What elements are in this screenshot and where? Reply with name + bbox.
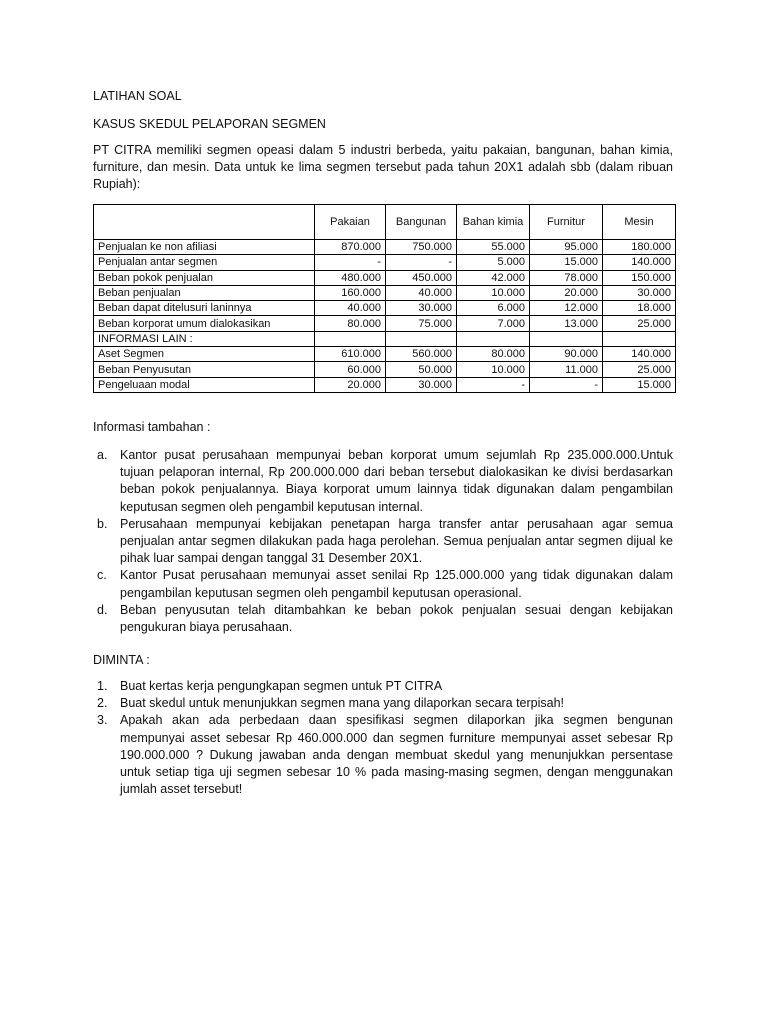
row-label-cell: Penjualan antar segmen <box>94 255 315 270</box>
task-item <box>93 695 673 712</box>
value-cell <box>457 331 530 346</box>
row-label-cell: Beban pokok penjualan <box>94 270 315 285</box>
table-row <box>94 270 676 285</box>
doc-subtitle: KASUS SKEDUL PELAPORAN SEGMEN <box>93 117 326 131</box>
value-cell: 610.000 <box>315 347 386 362</box>
list-text: Beban penyusutan telah ditambahkan ke beban pokok penjualan sesuai dengan kebijakan pengukuran biaya perusahaan. <box>120 602 673 635</box>
value-cell: 80.000 <box>457 347 530 362</box>
doc-title: LATIHAN SOAL <box>93 89 182 103</box>
table-header-cell: Pakaian <box>315 205 386 240</box>
row-label-cell: Beban korporat umum dialokasikan <box>94 316 315 331</box>
list-text: Buat kertas kerja pengungkapan segmen untuk PT CITRA <box>120 679 443 693</box>
info-item <box>93 602 673 636</box>
table-row <box>94 301 676 316</box>
table-row <box>94 316 676 331</box>
value-cell <box>603 331 676 346</box>
value-cell: 30.000 <box>386 301 457 316</box>
table-header-cell: Furnitur <box>530 205 603 240</box>
value-cell: 18.000 <box>603 301 676 316</box>
table-row <box>94 331 676 346</box>
list-text: Kantor pusat perusahaan mempunyai beban korporat umum sejumlah Rp 235.000.000.Untuk tujuan pelaporan internal, Rp 200.000.000 dari beban tersebut dialokasikan ke divisi berdasarkan beban pokok penjualannya. Biaya korporat umum lainnya tidak digunakan dalam pengambilan keputusan segmen oleh pengambil keputusan internal. <box>120 448 673 514</box>
value-cell: 140.000 <box>603 255 676 270</box>
list-text: Apakah akan ada perbedaan daan spesifikasi segmen dilaporkan jika segmen bengunan mempunyai asset sebesar Rp 460.000.000 dan segmen furniture mempunyai asset sebesar Rp 190.000.000 ? Dukung jawaban anda dengan membuat skedul yang menunjukkan persentase untuk setiap tiga uji segmen sebesar 10 % pada masing-masing segmen, dengan menggunakan jumlah asset tersebut! <box>120 713 673 797</box>
row-label-cell: Beban dapat ditelusuri laninnya <box>94 301 315 316</box>
value-cell <box>386 331 457 346</box>
value-cell: 60.000 <box>315 362 386 377</box>
value-cell: 140.000 <box>603 347 676 362</box>
value-cell: 870.000 <box>315 240 386 255</box>
table-row <box>94 240 676 255</box>
list-marker: b. <box>97 516 108 531</box>
row-label-cell: INFORMASI LAIN : <box>94 331 315 346</box>
value-cell: 40.000 <box>315 301 386 316</box>
value-cell: 750.000 <box>386 240 457 255</box>
value-cell: 7.000 <box>457 316 530 331</box>
table-header-cell <box>94 205 315 240</box>
value-cell <box>530 331 603 346</box>
table-header-cell: Bangunan <box>386 205 457 240</box>
value-cell: 55.000 <box>457 240 530 255</box>
table-row <box>94 377 676 392</box>
value-cell: 40.000 <box>386 285 457 300</box>
list-text: Kantor Pusat perusahaan memunyai asset senilai Rp 125.000.000 yang tidak digunakan dalam pengambilan keputusan segmen oleh pengambil keputusan operasional. <box>120 568 673 600</box>
value-cell: 160.000 <box>315 285 386 300</box>
value-cell: 50.000 <box>386 362 457 377</box>
row-label-cell: Penjualan ke non afiliasi <box>94 240 315 255</box>
value-cell: 20.000 <box>315 377 386 392</box>
row-label-cell: Beban Penyusutan <box>94 362 315 377</box>
value-cell: 90.000 <box>530 347 603 362</box>
list-marker: d. <box>97 602 108 617</box>
value-cell: 480.000 <box>315 270 386 285</box>
value-cell: 6.000 <box>457 301 530 316</box>
value-cell: 180.000 <box>603 240 676 255</box>
table-row <box>94 285 676 300</box>
table-header-row <box>94 205 676 240</box>
list-marker: 2. <box>97 696 108 711</box>
value-cell: 30.000 <box>386 377 457 392</box>
list-marker: c. <box>97 568 107 583</box>
info-item <box>93 567 673 601</box>
value-cell: 20.000 <box>530 285 603 300</box>
list-marker: 3. <box>97 713 108 728</box>
value-cell: - <box>386 255 457 270</box>
value-cell: - <box>530 377 603 392</box>
value-cell: 150.000 <box>603 270 676 285</box>
value-cell: 95.000 <box>530 240 603 255</box>
value-cell: 11.000 <box>530 362 603 377</box>
row-label-cell: Beban penjualan <box>94 285 315 300</box>
value-cell: 42.000 <box>457 270 530 285</box>
row-label-cell: Aset Segmen <box>94 347 315 362</box>
table-header-cell: Mesin <box>603 205 676 240</box>
info-list <box>93 447 673 636</box>
value-cell: 75.000 <box>386 316 457 331</box>
value-cell: 10.000 <box>457 285 530 300</box>
info-title: Informasi tambahan : <box>93 420 211 434</box>
intro-paragraph: PT CITRA memiliki segmen opeasi dalam 5 industri berbeda, yaitu pakaian, bangunan, bahan kimia, furniture, dan mesin. Data untuk ke lima segmen tersebut pada tahun 20X1 adalah sbb (dalam ribuan Rupiah): <box>93 143 673 192</box>
table-row <box>94 362 676 377</box>
value-cell: 30.000 <box>603 285 676 300</box>
task-list <box>93 678 673 798</box>
value-cell: - <box>457 377 530 392</box>
list-text: Buat skedul untuk menunjukkan segmen mana yang dilaporkan secara terpisah! <box>120 696 565 711</box>
value-cell: 560.000 <box>386 347 457 362</box>
value-cell: 78.000 <box>530 270 603 285</box>
list-text: Perusahaan mempunyai kebijakan penetapan harga transfer antar perusahaan agar semua penjualan antar segmen dilakukan pada haga perolehan. Semua penjualan antar segmen dijual ke pihak luar sampai dengan tanggal 31 Desember 20X1. <box>120 516 673 566</box>
value-cell: 5.000 <box>457 255 530 270</box>
value-cell <box>315 331 386 346</box>
value-cell: 25.000 <box>603 316 676 331</box>
info-item <box>93 516 673 568</box>
value-cell: 13.000 <box>530 316 603 331</box>
value-cell: 10.000 <box>457 362 530 377</box>
table-row <box>94 255 676 270</box>
diminta-title: DIMINTA : <box>93 653 150 667</box>
row-label-cell: Pengeluaan modal <box>94 377 315 392</box>
table-row <box>94 347 676 362</box>
segment-table <box>93 204 676 393</box>
info-item <box>93 447 673 516</box>
value-cell: 80.000 <box>315 316 386 331</box>
value-cell: 25.000 <box>603 362 676 377</box>
value-cell: 450.000 <box>386 270 457 285</box>
task-item <box>93 678 673 695</box>
value-cell: 15.000 <box>603 377 676 392</box>
list-marker: a. <box>97 448 108 462</box>
value-cell: - <box>315 255 386 270</box>
value-cell: 12.000 <box>530 301 603 316</box>
value-cell: 15.000 <box>530 255 603 270</box>
task-item <box>93 712 673 798</box>
list-marker: 1. <box>97 679 108 693</box>
table-header-cell: Bahan kimia <box>457 205 530 240</box>
